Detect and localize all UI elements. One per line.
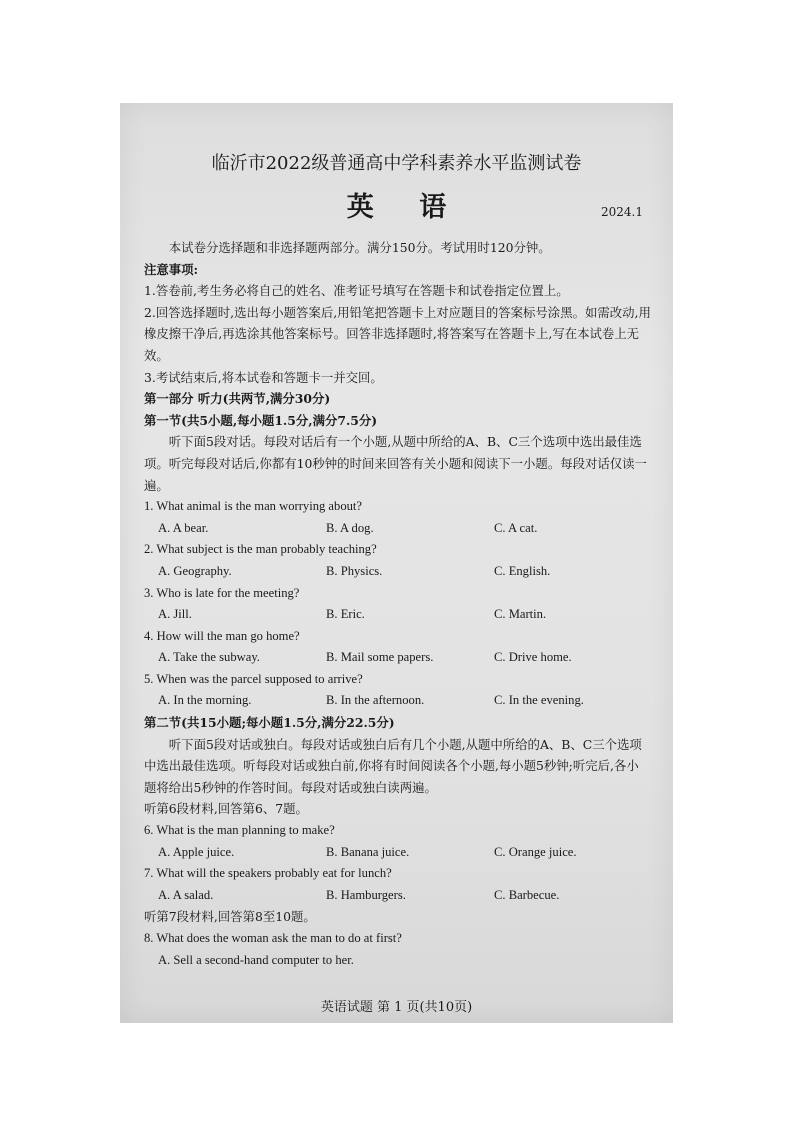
option-b: B. Eric.: [326, 607, 365, 622]
question-3: 3. Who is late for the meeting?: [144, 585, 300, 600]
notes-heading: 注意事项:: [144, 261, 199, 277]
option-c: C. Barbecue.: [494, 887, 560, 902]
question-5: 5. When was the parcel supposed to arrive?: [144, 671, 363, 686]
section1-heading: 第一节(共5小题,每小题1.5分,满分7.5分): [144, 412, 378, 428]
options-7: [144, 885, 651, 907]
material-6-label: 听第6段材料,回答第6、7题。: [144, 801, 308, 817]
option-c: C. Martin.: [494, 607, 547, 622]
section2-heading: 第二节(共15小题;每小题1.5分,满分22.5分): [144, 715, 395, 731]
question-7: 7. What will the speakers probably eat for lunch?: [144, 866, 392, 881]
exam-paper: [120, 103, 673, 1023]
options-8: [144, 950, 651, 972]
option-b: B. A dog.: [326, 520, 374, 535]
note-item-1: 1.答卷前,考生务必将自己的姓名、准考证号填写在答题卡和试卷指定位置上。: [144, 283, 569, 299]
options-6: [144, 842, 651, 864]
note-item-3: 3.考试结束后,将本试卷和答题卡一并交回。: [144, 369, 383, 385]
option-a: A. Geography.: [158, 563, 232, 578]
option-a: A. Apple juice.: [158, 844, 235, 859]
option-a: A. In the morning.: [158, 693, 252, 708]
part1-heading: 第一部分 听力(共两节,满分30分): [144, 391, 331, 407]
options-1: [144, 518, 651, 540]
option-c: C. In the evening.: [494, 693, 584, 708]
option-c: C. Drive home.: [494, 650, 572, 665]
options-5: [144, 690, 651, 712]
material-7-label: 听第7段材料,回答第8至10题。: [144, 909, 316, 925]
options-4: [144, 647, 651, 669]
note-item-2: 2.回答选择题时,选出每小题答案后,用铅笔把答题卡上对应题目的答案标号涂黑。如需改动,用橡皮擦干净后,再选涂其他答案标号。回答非选择题时,将答案写在答题卡上,写在本试卷上无效。: [144, 304, 651, 363]
exam-body: [144, 237, 651, 971]
section2-instructions: 听下面5段对话或独白。每段对话或独白后有几个小题,从题中所给的A、B、C三个选项中选出最佳选项。听每段对话或独白前,你将有时间阅读各个小题,每小题5秒钟;听完后,各小题将给出5秒钟的作答时间。每段对话或独白读两遍。: [144, 736, 642, 795]
section1-instructions: 听下面5段对话。每段对话后有一个小题,从题中所给的A、B、C三个选项中选出最佳选项。听完每段对话后,你都有10秒钟的时间来回答有关小题和阅读下一小题。每段对话仅读一遍。: [144, 434, 647, 493]
option-c: C. A cat.: [494, 520, 538, 535]
question-2: 2. What subject is the man probably teaching?: [144, 542, 377, 557]
page-footer: 英语试题 第 1 页(共10页): [320, 1000, 473, 1015]
option-a: A. Take the subway.: [158, 650, 260, 665]
option-c: C. Orange juice.: [494, 844, 577, 859]
option-c: C. English.: [494, 563, 551, 578]
question-4: 4. How will the man go home?: [144, 628, 300, 643]
option-b: B. Hamburgers.: [326, 887, 406, 902]
option-a: A. Jill.: [158, 607, 192, 622]
option-a: A. A salad.: [158, 887, 214, 902]
option-b: B. Banana juice.: [326, 844, 410, 859]
options-3: [144, 604, 651, 626]
options-2: [144, 561, 651, 583]
question-6: 6. What is the man planning to make?: [144, 823, 335, 838]
intro-text: 本试卷分选择题和非选择题两部分。满分150分。考试用时120分钟。: [168, 240, 551, 255]
exam-title: 临沂市2022级普通高中学科素养水平监测试卷: [211, 153, 582, 174]
question-8: 8. What does the woman ask the man to do at first?: [144, 931, 402, 945]
option-a: A. Sell a second-hand computer to her.: [158, 952, 354, 967]
option-b: B. In the afternoon.: [326, 693, 425, 708]
question-1: 1. What animal is the man worrying about?: [144, 499, 363, 514]
option-b: B. Mail some papers.: [326, 650, 434, 665]
subject-title: 英 语: [346, 192, 465, 223]
option-a: A. A bear.: [158, 520, 209, 535]
exam-date: 2024.1: [601, 205, 643, 219]
option-b: B. Physics.: [326, 563, 383, 578]
